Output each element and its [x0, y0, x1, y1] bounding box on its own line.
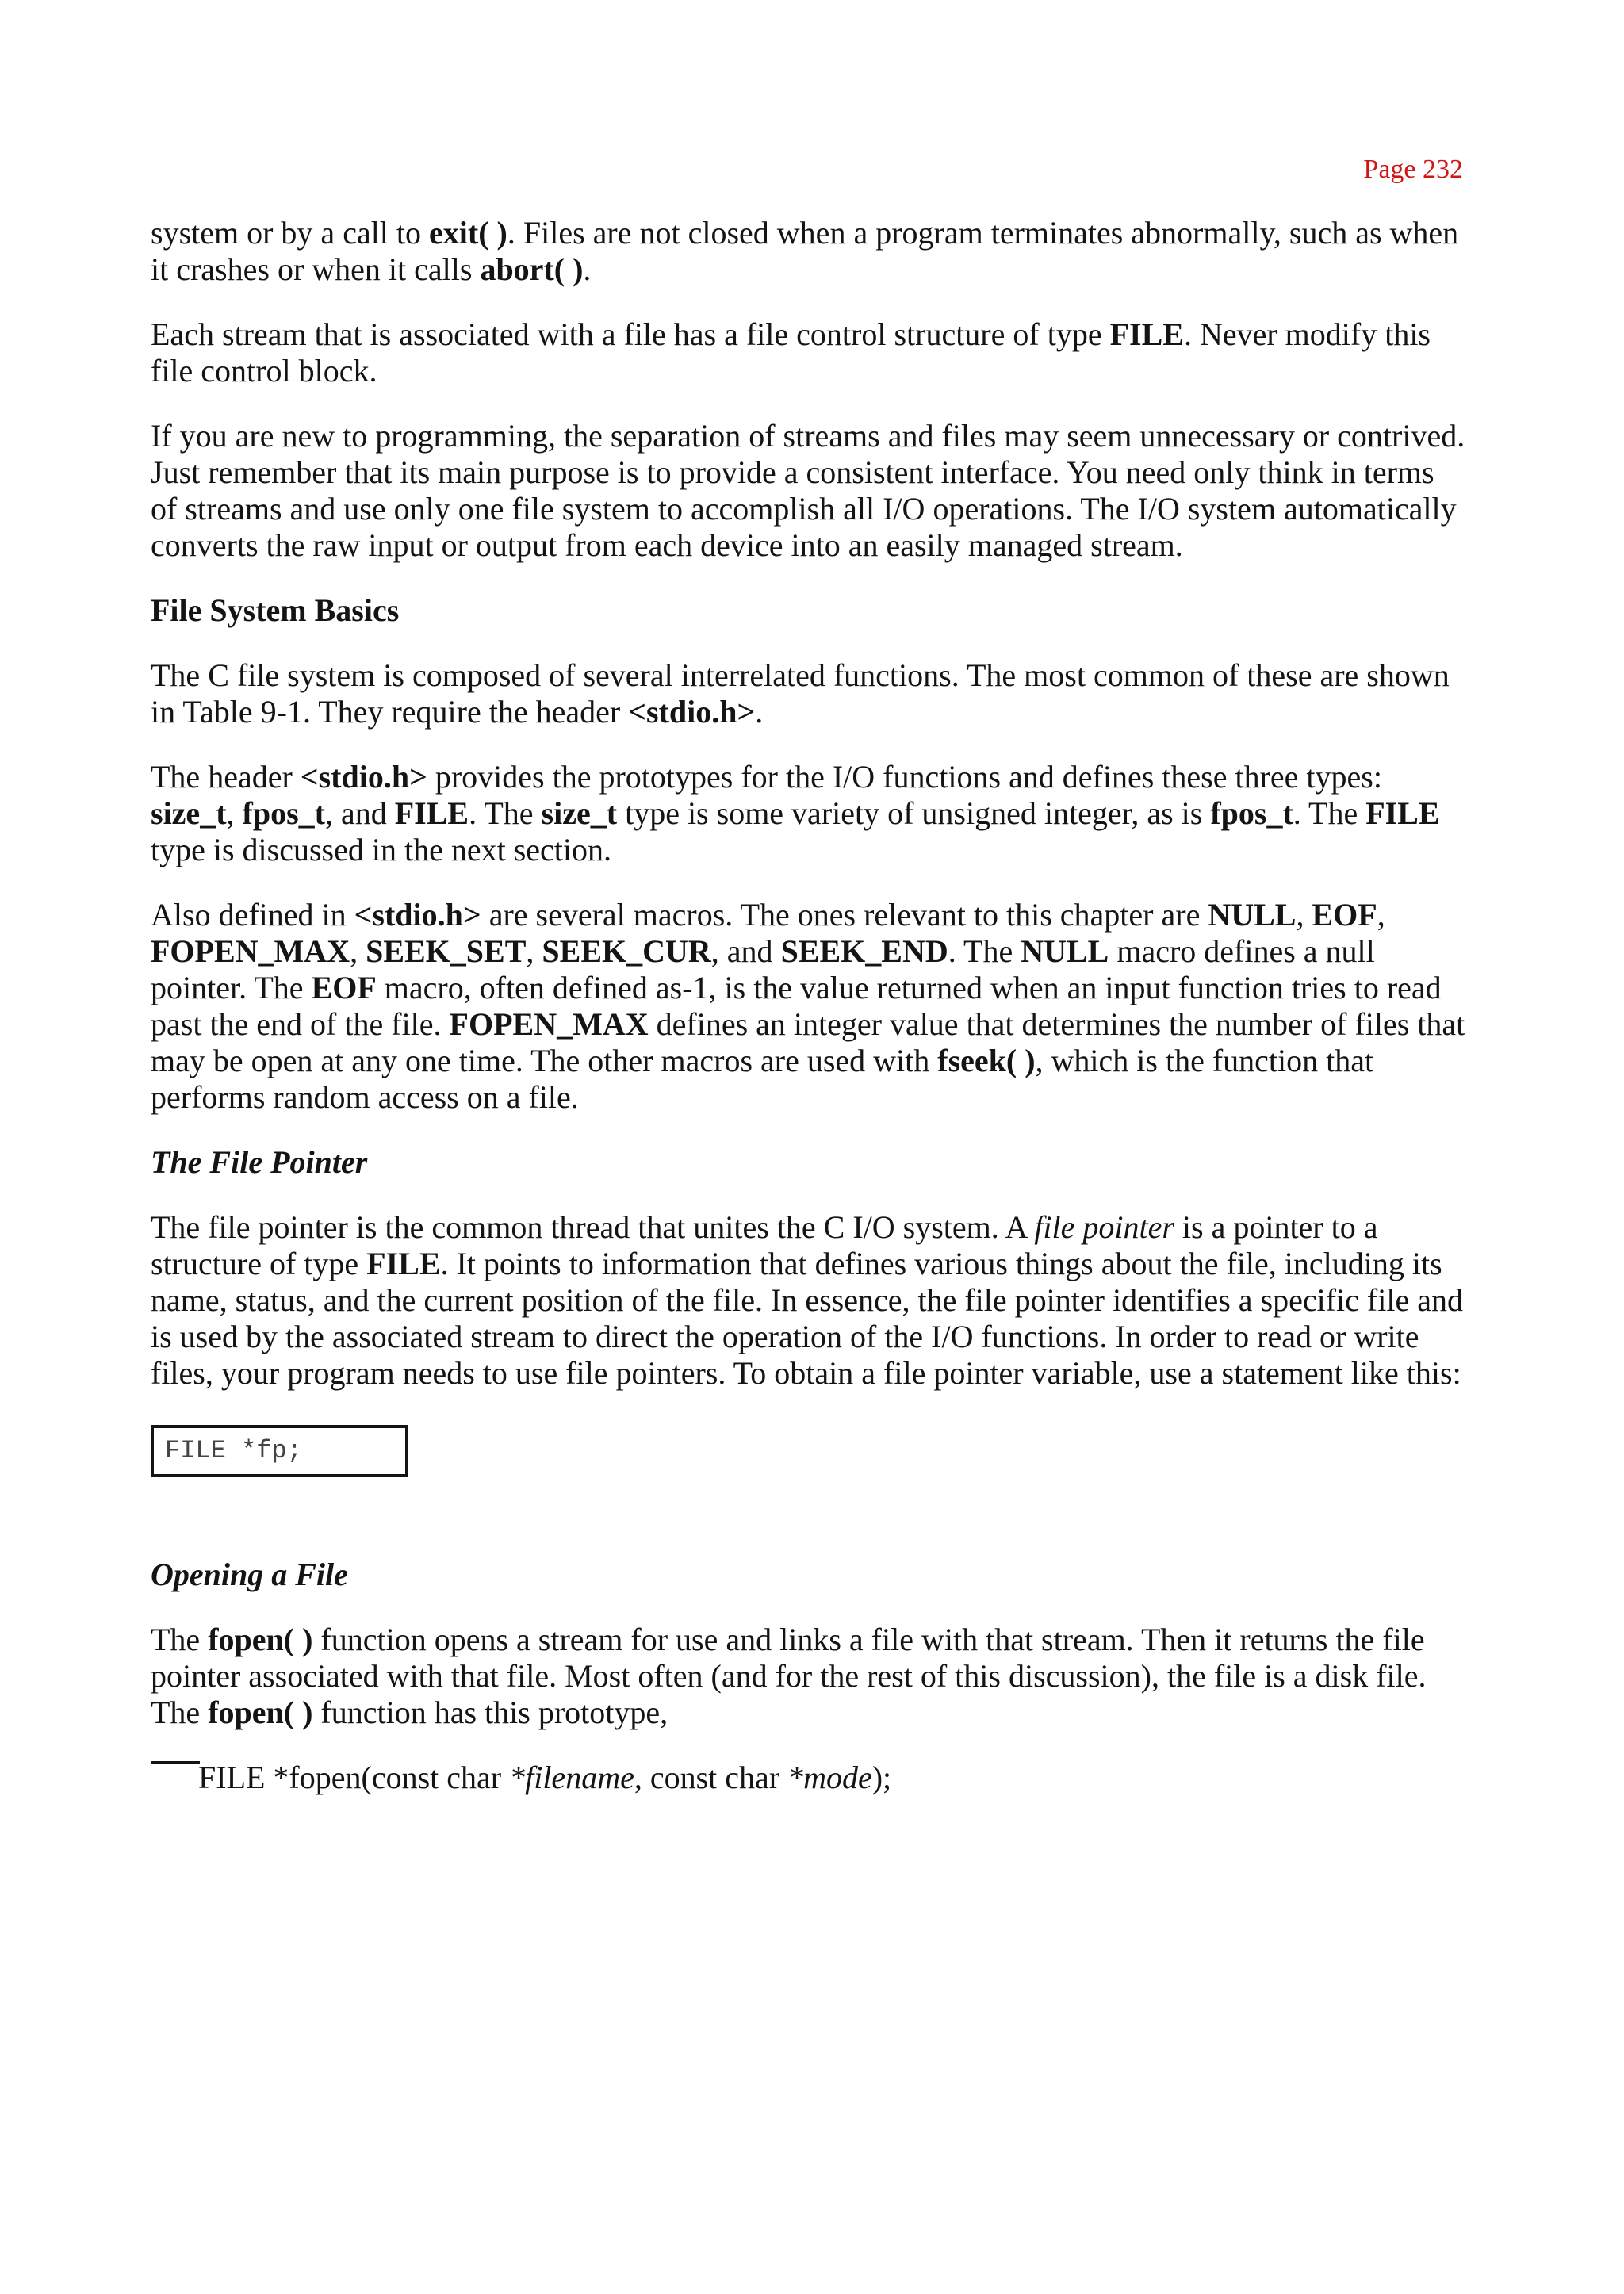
paragraph-fopen: The fopen( ) function opens a stream for use and links a file with that stream. Then it returns the file pointer associated with that file. Most often (and for the rest of this discussion), the file is a disk file. The fopen( ) function has this prototype,	[151, 1622, 1427, 1730]
paragraph-exit: system or by a call to exit( ). Files are not closed when a program terminates abnormally, such as when it crashes or when it calls abort( ).	[151, 215, 1459, 287]
paragraph-file-control: Each stream that is associated with a file has a file control structure of type FILE. Never modify this file control block.	[151, 316, 1431, 389]
heading-opening-a-file: Opening a File	[151, 1557, 348, 1592]
code-snippet-file-pointer: FILE *fp;	[151, 1425, 408, 1477]
paragraph-stdio-macros: Also defined in <stdio.h> are several macros. The ones relevant to this chapter are NULL, EOF, FOPEN_MAX, SEEK_SET, SEEK_CUR, and SEEK_END. The NULL macro defines a null pointer. The EOF macro, often defined as-1, is the value returned when an input function tries to read past the end of the file. FOPEN_MAX defines an integer value that determines the number of files that may be open at any one time. The other macros are used with fseek( ), which is the function that performs random access on a file.	[151, 897, 1465, 1115]
paragraph-c-file-system: The C file system is composed of several interrelated functions. The most common of these are shown in Table 9-1. They require the header <stdio.h>.	[151, 657, 1450, 730]
paragraph-file-pointer: The file pointer is the common thread that unites the C I/O system. A file pointer is a pointer to a structure of type FILE. It points to information that defines various things about the file, including its name, status, and the current position of the file. In essence, the file pointer identifies a specific file and is used by the associated stream to direct the operation of the I/O functions. In order to read or write files, your program needs to use file pointers. To obtain a file pointer variable, use a statement like this:	[151, 1209, 1463, 1391]
fopen-prototype: FILE *fopen(const char *filename, const char *mode);	[151, 1760, 1467, 1796]
paragraph-stdio-types: The header <stdio.h> provides the prototypes for the I/O functions and defines these three types: size_t, fpos_t, and FILE. The size_t type is some variety of unsigned integer, as is fpos_t. The FILE type is discussed in the next section.	[151, 759, 1440, 867]
page-body	[151, 155, 1467, 1796]
paragraph-streams-intro: If you are new to programming, the separation of streams and files may seem unnecessary or contrived. Just remember that its main purpose is to provide a consistent interface. You need only think in terms of streams and use only one file system to accomplish all I/O operations. The I/O system automatically converts the raw input or output from each device into an easily managed stream.	[151, 418, 1465, 563]
prototype-rule	[151, 1761, 200, 1764]
heading-file-system-basics: File System Basics	[151, 592, 400, 628]
page-number: Page 232	[1363, 155, 1463, 184]
heading-file-pointer: The File Pointer	[151, 1144, 368, 1180]
